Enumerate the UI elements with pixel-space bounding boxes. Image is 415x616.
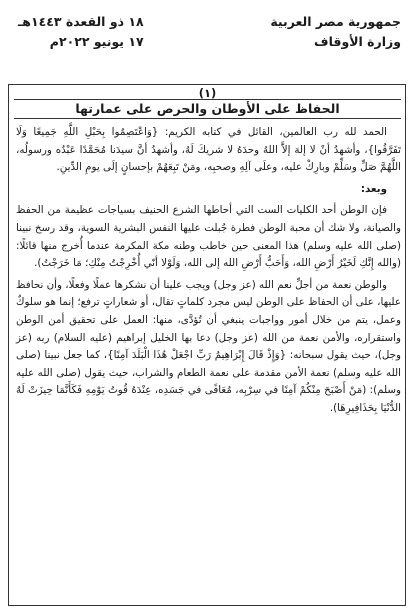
sermon-title: الحفاظ على الأوطان والحرص على عمارتها [75, 101, 340, 116]
gregorian-date: ١٧ يونيو ٢٠٢٢م [49, 34, 144, 49]
opening-paragraph: الحمد لله رب العالمين، القائل في كتابه الكريم: {وَاعْتَصِمُوا بِحَبْلِ اللَّهِ جَمِيعًا وَلَا تَفَرَّقُوا}، وأشهدُ أنْ لا إلهَ إلاَّ اللهُ وحدَهُ لا شريكَ لَهُ، وأشهدُ أنَّ سيدَنا مُحَمَّدًا عَبْدُه ورسولُه، اللَّهُمَّ صَلِّ وسَلِّمْ وبارِكْ عليه، وعلَى آلِهِ وصحبِه، ومَنْ تَبِعَهُمْ بإحسانٍ إلَى يومِ الدِّينِ. [16, 126, 401, 174]
date-block [18, 12, 144, 52]
sermon-number: (١) [198, 86, 217, 100]
republic-name: جمهورية مصر العربية [270, 14, 401, 29]
homeland-paragraph: فإن الوطن أحد الكليات الست التي أحاطها الشرع الحنيف بسياجات عظيمة من الحفظ والصيانة، ولا شك أن محبة الوطن فطرة جُبلت عليها النفس البشرية السوية، وقد رسخ نبينا (صلى الله عليه وسلم) هذا المعنى حين خاطب وطنه مكة المكرمة عندما أُخرج منها قائلًا: (والله إِنَّكِ لَخَيْرُ أَرْضِ الله، وَأَحَبُّ أَرْضِ الله إلى الله، وَلَوْلا أنّي أُخْرِجْتُ مِنْكِ؛ مَا خَرَجْتُ). [16, 204, 401, 270]
issuer-block [270, 12, 401, 52]
sermon-body [16, 124, 401, 602]
title-divider [14, 118, 401, 119]
hijri-date: ١٨ ذو القعدة ١٤٤٣هـ [18, 14, 144, 29]
blessing-paragraph: والوطن نعمة من أجلِّ نعم الله (عز وجل) ويجب علينا أن نشكرها عملًا وفعلًا، وأن نحافظ عليها، على أن الحفاظ على الوطن ليس مجرد كلماتٍ تقال، أو شعاراتٍ ترفع؛ إنما هو سلوكٌ وعمل، يتم من خلال أمور وواجبات ينبغي أن تُؤدَّى، منها: العمل على تحقيق أمن الوطن واستقراره، والأمن نعمة من الله (عز وجل) دعا بها الخليل إبراهيم (عليه السلام) ربه (عز وجل)، حيث يقول سبحانه: {وَإِذْ قَالَ إِبْرَاهِيمُ رَبِّ اجْعَلْ هَٰذَا الْبَلَدَ آمِنًا}، كما جعل نبينا (صلى الله عليه وسلم) نعمة الأمن مقدمة على نعمة الطعام والشراب، حيث يقول (صلى الله عليه وسلم): (مَنْ أَصْبَحَ مِنْكُمْ آمِنًا في سِرْبِه، مُعَافًى في جَسَدِه، عِنْدَهُ قُوتُ يَوْمِهِ فَكَأَنَّمَا حِيزَتْ لَهُ الدُّنْيَا بِحَذَافِيرِهَا). [16, 278, 401, 414]
ministry-name: وزارة الأوقاف [314, 34, 401, 49]
transition-phrase: وبعد: [360, 182, 387, 195]
